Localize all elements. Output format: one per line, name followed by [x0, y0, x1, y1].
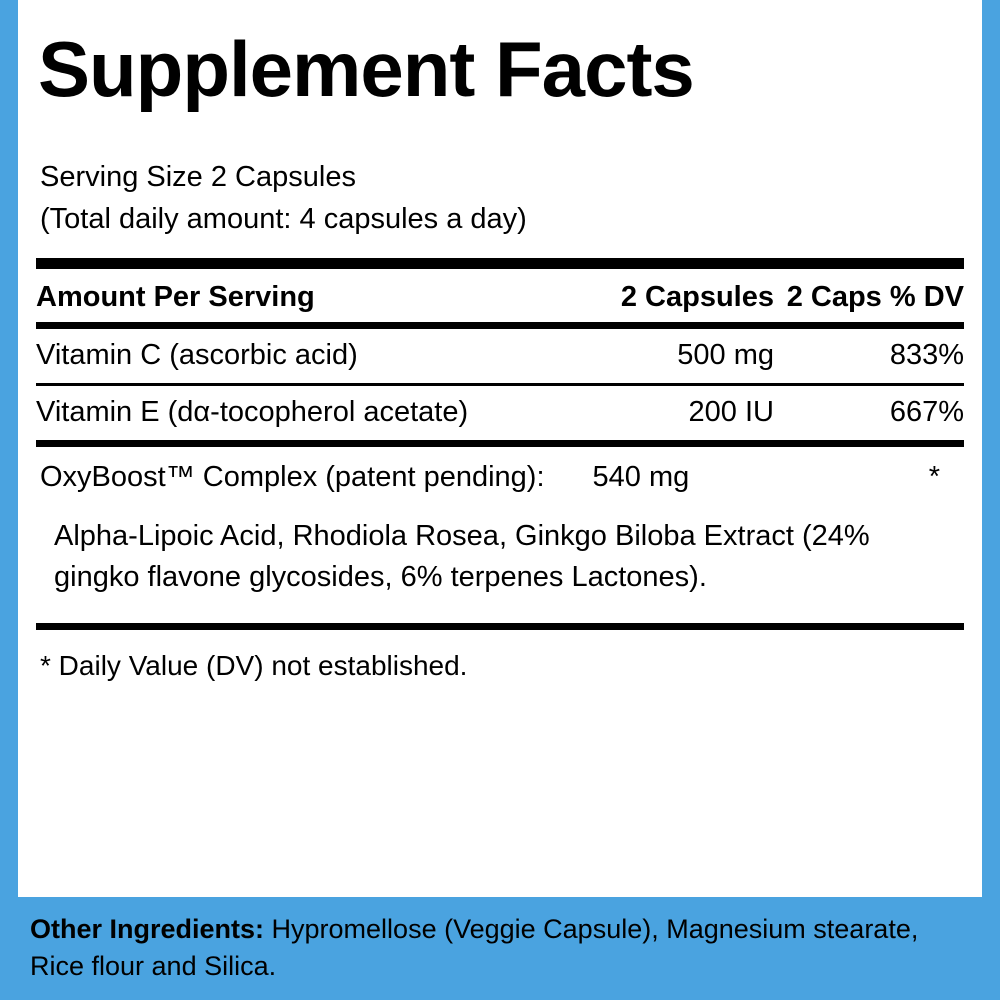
table-header-dv: 2 Caps % DV: [786, 281, 964, 314]
other-ingredients: [0, 897, 1000, 1000]
nutrient-dv: 667%: [889, 396, 964, 429]
divider-thick-top: [36, 258, 964, 269]
nutrition-table: [36, 269, 964, 322]
nutrient-amount: 500 mg: [677, 339, 774, 372]
label-content: [18, 0, 982, 1000]
divider-before-footnote: [36, 623, 964, 630]
proprietary-blend-name: OxyBoost™ Complex (patent pending):: [40, 461, 545, 494]
serving-note: (Total daily amount: 4 capsules a day): [40, 203, 527, 236]
other-ingredients-text: Hypromellose (Veggie Capsule), Magnesium stearate, Rice flour and Silica.: [30, 914, 919, 981]
table-row: [36, 329, 964, 383]
nutrition-rows-2: [36, 386, 964, 440]
daily-value-footnote: * Daily Value (DV) not established.: [40, 650, 468, 682]
divider-before-blend: [36, 440, 964, 447]
proprietary-blend-line: [36, 461, 964, 494]
nutrient-name: Vitamin C (ascorbic acid): [36, 339, 358, 372]
proprietary-blend: [36, 447, 964, 597]
divider-under-header: [36, 322, 964, 329]
serving-info: [36, 156, 964, 240]
table-header-name: Amount Per Serving: [36, 281, 315, 314]
left-accent-bar: [0, 0, 18, 1000]
page-title: Supplement Facts: [38, 25, 694, 113]
nutrient-dv: 833%: [889, 339, 964, 372]
other-ingredients-heading: Other Ingredients:: [30, 914, 265, 945]
table-row: [36, 386, 964, 440]
proprietary-blend-dv: *: [928, 461, 940, 494]
nutrient-amount: 200 IU: [688, 396, 774, 429]
proprietary-blend-amount: 540 mg: [592, 461, 690, 494]
table-header-row: [36, 269, 964, 322]
serving-size: Serving Size 2 Capsules: [40, 161, 356, 193]
nutrient-name: Vitamin E (dα-tocopherol acetate): [36, 396, 469, 429]
table-header-amount: 2 Capsules: [620, 281, 774, 314]
proprietary-blend-ingredients: Alpha-Lipoic Acid, Rhodiola Rosea, Ginkgo Biloba Extract (24% gingko flavone glycosides, 6% terpenes Lactones).: [54, 520, 870, 593]
nutrition-rows: [36, 329, 964, 383]
right-accent-bar: [982, 0, 1000, 1000]
